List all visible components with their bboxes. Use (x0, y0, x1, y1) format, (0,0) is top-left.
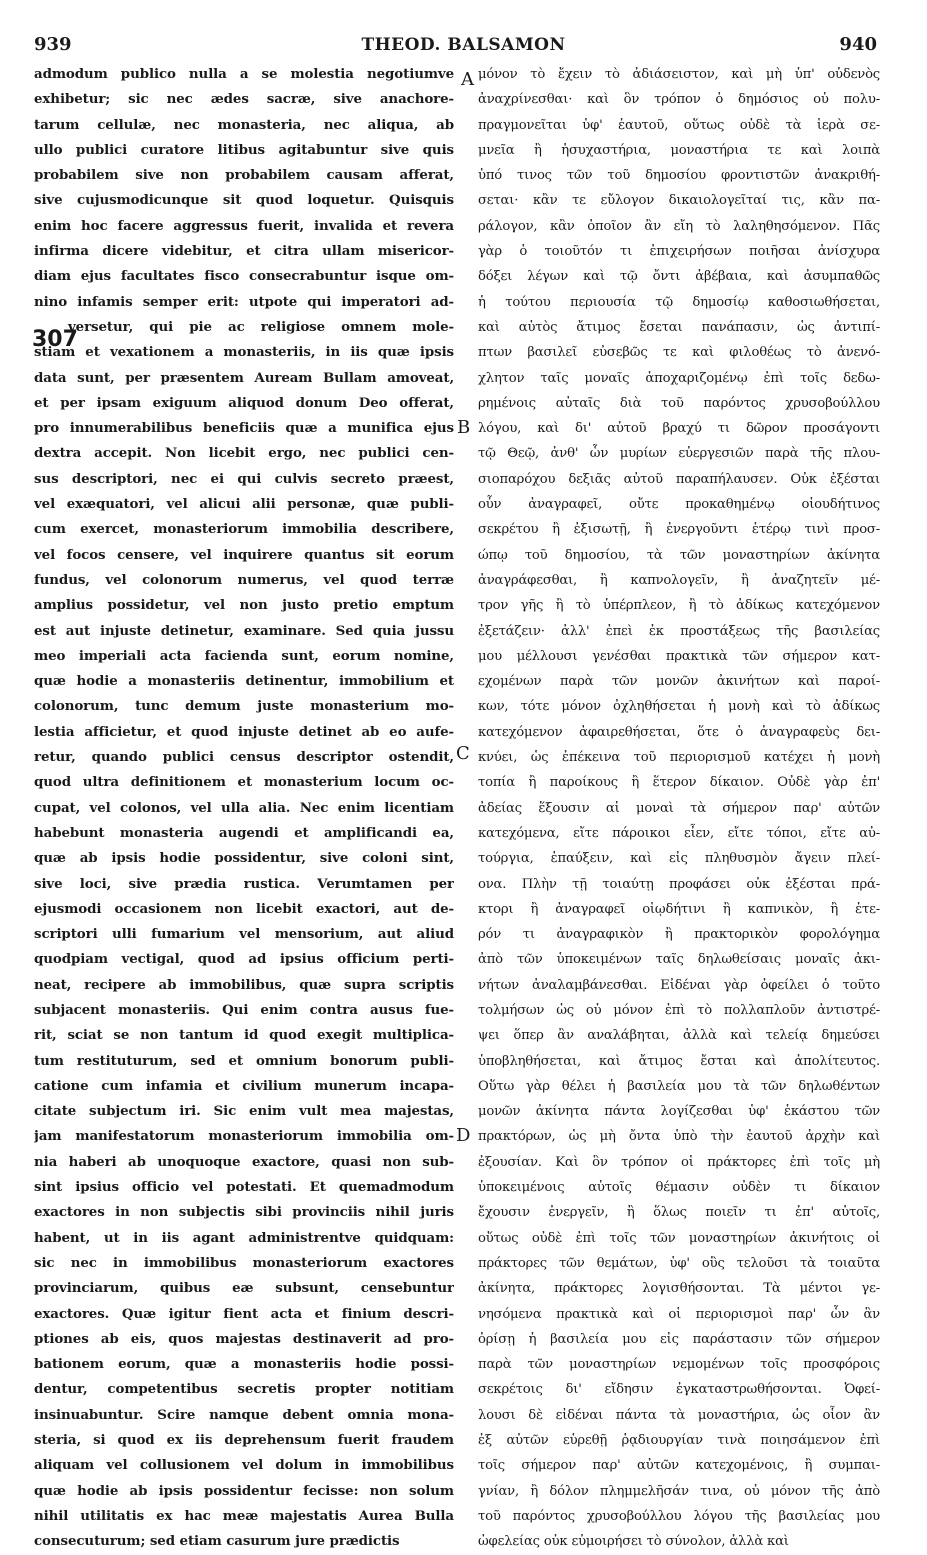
greek-text-line: σεται· κἂν τε εὔλογον δικαιολογεῖταί τις, κἂν πα- (478, 193, 880, 209)
greek-text-line: νήτων ἀναλαμβάνεσθαι. Εἰδέναι γὰρ ὀφείλει ὁ τοῦτο (478, 977, 880, 993)
greek-text-line: ἐξουσίαν. Καὶ ὃν τρόπον οἱ πράκτορες ἐπὶ τοῖς μὴ (478, 1154, 880, 1170)
latin-text-line: versetur, qui pie ac religiose omnem mole- (68, 318, 454, 335)
greek-text-line: σιοπαρόχου δεξιᾶς αὐτοῦ παραπήλαυσεν. Οὐκ ἐξέσται (478, 471, 880, 487)
greek-text-line: χλητον ταῖς μοναῖς ἀποχαριζομένῳ ἐπὶ τοῖς δεδω- (478, 370, 880, 386)
greek-text-line: ἀκίνητα, πράκτορες λογισθήσονται. Τὰ μέντοι γε- (478, 1281, 880, 1297)
greek-text-line: μου μέλλουσι γενέσθαι πρακτικὰ τῶν σήμερον κατ- (478, 648, 880, 664)
greek-text-line: ἀδείας ἕξουσιν αἱ μοναὶ τὰ σήμερον παρ' αὐτῶν (478, 800, 880, 816)
greek-text-line: μόνον τὸ ἔχειν τὸ ἀδιάσειστον, καὶ μὴ ὑπ' οὐδενὸς (478, 67, 880, 82)
page-number-left: 939 (34, 34, 72, 55)
latin-text-line: bationem eorum, quæ a monasteriis hodie possi- (34, 1356, 454, 1373)
latin-text-line: ullo publici curatore litibus agitabuntur sive quis (34, 141, 454, 158)
latin-column (34, 62, 454, 1555)
greek-text-line: μνεῖα ἢ ἡσυχαστήρια, μοναστήρια τε καὶ λοιπὰ (478, 142, 880, 158)
greek-text-line: ὑποκειμένοις αὐτοῖς θέμασιν οὐδὲν τι δίκαιον (478, 1180, 880, 1196)
running-head: THEOD. BALSAMON (361, 35, 566, 55)
latin-text-line: steria, si quod ex iis deprehensum fuerit fraudem (34, 1432, 454, 1449)
latin-text-line: et per ipsam exiguum aliquod donum Deo offerat, (34, 394, 454, 411)
latin-text-line: admodum publico nulla a se molestia negotiumve (34, 66, 454, 82)
greek-text-line: εχομένων παρὰ τῶν μονῶν ἀκινήτων καὶ παροί- (478, 674, 880, 690)
latin-text-line: cum exercet, monasteriorum immobilia describere, (34, 521, 454, 538)
latin-text-line: stiam et vexationem a monasteriis, in iis quæ ipsis (34, 344, 454, 361)
latin-text-line: citate subjectum iri. Sic enim vult mea majestas, (34, 1103, 454, 1120)
greek-text-line: ἀπὸ τῶν ὑποκειμένων ταῖς δηλωθείσαις μοναῖς ἀκι- (478, 952, 880, 968)
greek-text-line: ἀναχρίνεσθαι· καὶ ὃν τρόπον ὁ δημόσιος οὐ πολυ- (478, 92, 880, 108)
greek-text-line: πτων βασιλεῖ εὐσεβῶς τε καὶ φιλοθέως τὸ ἀνενό- (478, 345, 880, 361)
greek-text-line: οὖν ἀναγραφεῖ, οὔτε προκαθημένῳ οἱουδήτινος (478, 497, 880, 513)
latin-text-line: nino infamis semper erit: utpote qui imperatori ad- (34, 293, 454, 310)
greek-text-line: κων, τότε μόνον ὀχληθήσεται ἡ μονὴ καὶ τὸ ἀδίκως (478, 699, 880, 715)
latin-text-line: jam manifestatorum monasteriorum immobilia om- (34, 1128, 454, 1145)
latin-text-line: insinuabuntur. Scire namque debent omnia mona- (34, 1406, 454, 1423)
greek-text-line: ὠφελείας οὐκ εὐμοιρήσει τὸ σύνολον, ἀλλὰ καὶ (478, 1534, 789, 1550)
greek-text-line: τούργια, ἐπαύξειν, καὶ εἰς πληθυσμὸν ἄγειν πλεί- (478, 851, 880, 867)
greek-text-line: πράκτορες τῶν θεμάτων, ὑφ' οὓς τελοῦσι τὰ τοιαῦτα (478, 1255, 880, 1271)
latin-text-line: neat, recipere ab immobilibus, quæ supra scriptis (34, 976, 454, 993)
latin-text-line: vel focos censere, vel inquirere quantus sit eorum (34, 546, 454, 563)
latin-text-line: quæ ab ipsis hodie possidentur, sive coloni sint, (34, 850, 454, 867)
latin-text-line: consecuturum; sed etiam casurum jure prædictis (34, 1533, 400, 1550)
greek-text-line: ὑποβληθήσεται, καὶ ἄτιμος ἔσται καὶ ἀπολίτευτος. (478, 1053, 880, 1069)
latin-text-line: vel exæquatori, vel alicui alii personæ, quæ publi- (34, 496, 454, 513)
greek-text-line: τολμήσων ὡς οὐ μόνον ἐπὶ τὸ πολλαπλοῦν ἀντιστρέ- (478, 1002, 880, 1018)
latin-text-line: provinciarum, quibus eæ subsunt, censebuntur (34, 1280, 454, 1297)
greek-text-line: ἡ τούτου περιουσία τῷ δημοσίῳ καθοσιωθήσεται, (478, 294, 880, 310)
greek-text-line: ψει ὅπερ ἂν αναλάβηται, ἀλλὰ καὶ τελείᾳ δημεύσει (478, 1028, 880, 1044)
latin-text-line: est aut injuste detinetur, examinare. Sed quia jussu (34, 622, 454, 639)
latin-text-line: sint ipsius officio vel potestati. Et quemadmodum (34, 1179, 454, 1196)
latin-text-line: sive loci, sive prædia rustica. Verumtamen per (34, 875, 454, 892)
latin-text-line: amplius possidetur, vel non justo pretio emptum (34, 597, 454, 614)
section-marker-c: C (456, 743, 470, 764)
greek-text-line: σεκρέτου ἢ ἐξισωτῇ, ἢ ἐνεργοῦντι ἑτέρῳ τινὶ προσ- (478, 522, 880, 538)
latin-text-line: enim hoc facere aggressus fuerit, invalida et revera (34, 217, 454, 234)
greek-text-line: ὁρίσῃ ἡ βασιλεία μου εἰς παράστασιν τῶν σήμερον (478, 1331, 880, 1347)
latin-text-line: sic nec in immobilibus monasteriorum exactores (34, 1254, 454, 1271)
latin-text-line: rit, sciat se non tantum id quod exegit multiplica- (34, 1027, 454, 1044)
section-marker-b: B (457, 417, 471, 438)
latin-text-line: data sunt, per præsentem Auream Bullam amoveat, (34, 369, 454, 386)
latin-text-line: nia haberi ab unoquoque exactore, quasi non sub- (34, 1153, 454, 1170)
latin-text-line: quod ultra definitionem et monasterium locum oc- (34, 774, 454, 791)
latin-text-line: ejusmodi occasionem non licebit exactori, aut de- (34, 900, 454, 917)
greek-text-line: δόξει λέγων καὶ τῷ ὄντι ἀβέβαια, καὶ ἀσυμπαθῶς (478, 269, 880, 285)
latin-text-line: colonorum, tunc demum juste monasterium mo- (34, 698, 454, 715)
greek-text-line: παρὰ τῶν μοναστηρίων νεμομένων τοῖς προσφόροις (478, 1357, 880, 1373)
greek-text-line: μονῶν ἀκίνητα πάντα λογίζεσθαι ὑφ' ἑκάστου τῶν (478, 1104, 880, 1120)
page-number-right: 940 (839, 34, 877, 55)
latin-text-line: catione cum infamia et civilium munerum incapa- (34, 1077, 454, 1094)
margin-number: 307 (32, 327, 78, 352)
latin-text-line: retur, quando publici census descriptor ostendit, (34, 749, 454, 766)
greek-text-line: ἔχουσιν ἐνεργεῖν, ἢ ὅλως ποιεῖν τι ἐπ' αὐτοῖς, (478, 1205, 880, 1221)
latin-text-line: habebunt monasteria augendi et amplificandi ea, (34, 824, 454, 841)
latin-text-line: subjacent monasteriis. Qui enim contra ausus fue- (34, 1001, 454, 1018)
greek-text-line: κτορι ἢ ἀναγραφεῖ οἱῳδήτινι ἢ καπνικὸν, ἢ ἑτε- (478, 901, 880, 917)
greek-text-line: λουσι δὲ εἰδέναι πάντα τὰ μοναστήρια, ὡς οἷον ἂν (478, 1407, 880, 1423)
greek-text-line: ρημένοις αὐταῖς διὰ τοῦ παρόντος χρυσοβούλλου (478, 395, 880, 411)
latin-text-line: dextra accepit. Non licebit ergo, nec publici cen- (34, 445, 454, 462)
greek-text-line: κατεχόμενον ἀφαιρεθήσεται, ὅτε ὁ ἀναγραφεὺς δει- (478, 724, 880, 740)
greek-text-line: τοπία ἢ παροίκους ἢ ἕτερον δίκαιον. Οὐδὲ γὰρ ἐπ' (478, 775, 880, 791)
greek-text-line: ρόν τι ἀναγραφικὸν ἢ πρακτορικὸν φορολόγημα (478, 927, 880, 943)
greek-text-line: οὕτως οὐδὲ ἐπὶ τοῖς τῶν μοναστηρίων ἀκινήτοις οἱ (478, 1230, 880, 1246)
greek-text-line: ράλογον, κἂν ὁποῖον ἂν εἴη τὸ λαληθησόμενον. Πᾶς (478, 218, 880, 234)
latin-text-line: diam ejus facultates fisco consecrabuntur isque om- (34, 268, 454, 285)
latin-text-line: quæ hodie ab ipsis possidentur fecisse: non solum (34, 1482, 454, 1499)
latin-text-line: exactores. Quæ igitur fient acta et finium descri- (34, 1305, 454, 1322)
greek-text-line: σεκρέτοις δι' εἴδησιν ἐγκαταστρωθήσονται. Ὀφεί- (478, 1382, 880, 1398)
latin-text-line: ptiones ab eis, quos majestas destinaverit ad pro- (34, 1330, 454, 1347)
latin-text-line: exactores in non subjectis sibi provinciis nihil juris (34, 1204, 454, 1221)
greek-text-line: πρακτόρων, ὡς μὴ ὄντα ὑπὸ τὴν ἑαυτοῦ ἀρχὴν καὶ (478, 1129, 880, 1145)
latin-text-line: lestia afficietur, et quod injuste detinet ab eo aufe- (34, 723, 454, 740)
latin-text-line: aliquam vel collusionem vel dolum in immobilibus (34, 1457, 454, 1474)
latin-text-line: cupat, vel colonos, vel ulla alia. Nec enim licentiam (34, 799, 454, 816)
greek-text-line: ὑπό τινος τῶν τοῦ δημοσίου φροντιστῶν ἀνακριθή- (478, 168, 880, 184)
latin-text-line: infirma dicere videbitur, et citra ullam misericor- (34, 243, 454, 260)
greek-text-line: ἐξετάζειν· ἀλλ' ἐπεὶ ἐκ προστάξεως τῆς βασιλείας (478, 623, 880, 639)
greek-text-line: πραγμονεῖται ὑφ' ἑαυτοῦ, οὕτως οὐδὲ τὰ ἱερὰ σε- (478, 117, 880, 133)
greek-text-line: καὶ αὐτὸς ἄτιμος ἔσεται πανάπασιν, ὡς ἀντιπί- (478, 319, 880, 335)
section-marker-d: D (456, 1125, 471, 1146)
greek-text-line: ώπῳ τοῦ δημοσίου, τὰ τῶν μοναστηρίων ἀκίνητα (478, 547, 880, 563)
latin-text-line: fundus, vel colonorum numerus, vel quod terræ (34, 571, 454, 588)
greek-text-line: κνύει, ὡς ἐπέκεινα τοῦ περιορισμοῦ κατέχει ἡ μονὴ (478, 750, 880, 766)
latin-text-line: pro innumerabilibus beneficiis quæ a munifica ejus (34, 420, 454, 437)
greek-text-line: τρον γῆς ἢ τὸ ὑπέρπλεον, ἢ τὸ ἀδίκως κατεχόμενον (478, 598, 880, 614)
greek-text-line: γνίαν, ἢ δόλον πλημμελῆσάν τινα, οὐ μόνον τῆς ἀπὸ (478, 1483, 880, 1499)
greek-column (478, 62, 880, 1555)
greek-text-line: κατεχόμενα, εἴτε πάροικοι εἶεν, εἴτε τόποι, εἴτε αὐ- (478, 825, 880, 841)
greek-text-line: ονα. Πλὴν τῇ τοιαύτῃ προφάσει οὐκ ἐξέσται πρά- (478, 876, 880, 892)
latin-text-line: tarum cellulæ, nec monasteria, nec aliqua, ab (34, 116, 454, 133)
greek-text-line: Οὕτω γὰρ θέλει ἡ βασιλεία μου τὰ τῶν δηλωθέντων (478, 1078, 880, 1094)
greek-text-line: νησόμενα πρακτικὰ καὶ οἱ περιορισμοὶ παρ' ὧν ἂν (478, 1306, 880, 1322)
latin-text-line: sive cujusmodicunque sit quod loquetur. Quisquis (34, 192, 454, 209)
greek-text-line: γὰρ ὁ τοιοῦτόν τι ἐπιχειρήσων ποιῆσαι ἀνίσχυρα (478, 244, 880, 260)
latin-text-line: nihil utilitatis ex hac meæ majestatis Aurea Bulla (34, 1507, 454, 1524)
latin-text-line: exhibetur; sic nec ædes sacræ, sive anachore- (34, 91, 454, 108)
latin-text-line: quodpiam vectigal, quod ad ipsius officium perti- (34, 951, 454, 968)
greek-text-line: λόγου, καὶ δι' αὐτοῦ βραχύ τι δῶρον προσάγοντι (478, 421, 880, 437)
greek-text-line: τῷ Θεῷ, ἀνθ' ὧν μυρίων εὐεργεσιῶν παρὰ τῆς πλου- (478, 446, 880, 462)
latin-text-line: quæ hodie a monasteriis detinentur, immobilium et (34, 673, 454, 690)
latin-text-line: dentur, competentibus secretis propter notitiam (34, 1381, 454, 1398)
latin-text-line: sus descriptori, nec ei qui culvis secreto præest, (34, 470, 454, 487)
greek-text-line: τοῖς σήμερον παρ' αὐτῶν κατεχομένοις, ἢ συμπαι- (478, 1458, 880, 1474)
greek-text-line: τοῦ παρόντος χρυσοβούλλου λόγου τῆς βασιλείας μου (478, 1508, 880, 1524)
latin-text-line: scriptori ulli fumarium vel mensorium, aut aliud (34, 926, 454, 943)
latin-text-line: habent, ut in iis agant administrentve quidquam: (34, 1229, 454, 1246)
latin-text-line: meo imperiali acta facienda sunt, eorum nomine, (34, 647, 454, 664)
greek-text-line: ἐξ αὐτῶν εὑρεθῇ ῥᾳδιουργίαν τινὰ ποιησάμενον ἐπὶ (478, 1433, 880, 1449)
section-marker-a: A (461, 69, 474, 90)
latin-text-line: probabilem sive non probabilem causam afferat, (34, 167, 454, 184)
greek-text-line: ἀναγράφεσθαι, ἢ καπνολογεῖν, ἢ ἀναζητεῖν μέ- (478, 572, 880, 588)
latin-text-line: tum restituturum, sed et omnium bonorum publi- (34, 1052, 454, 1069)
